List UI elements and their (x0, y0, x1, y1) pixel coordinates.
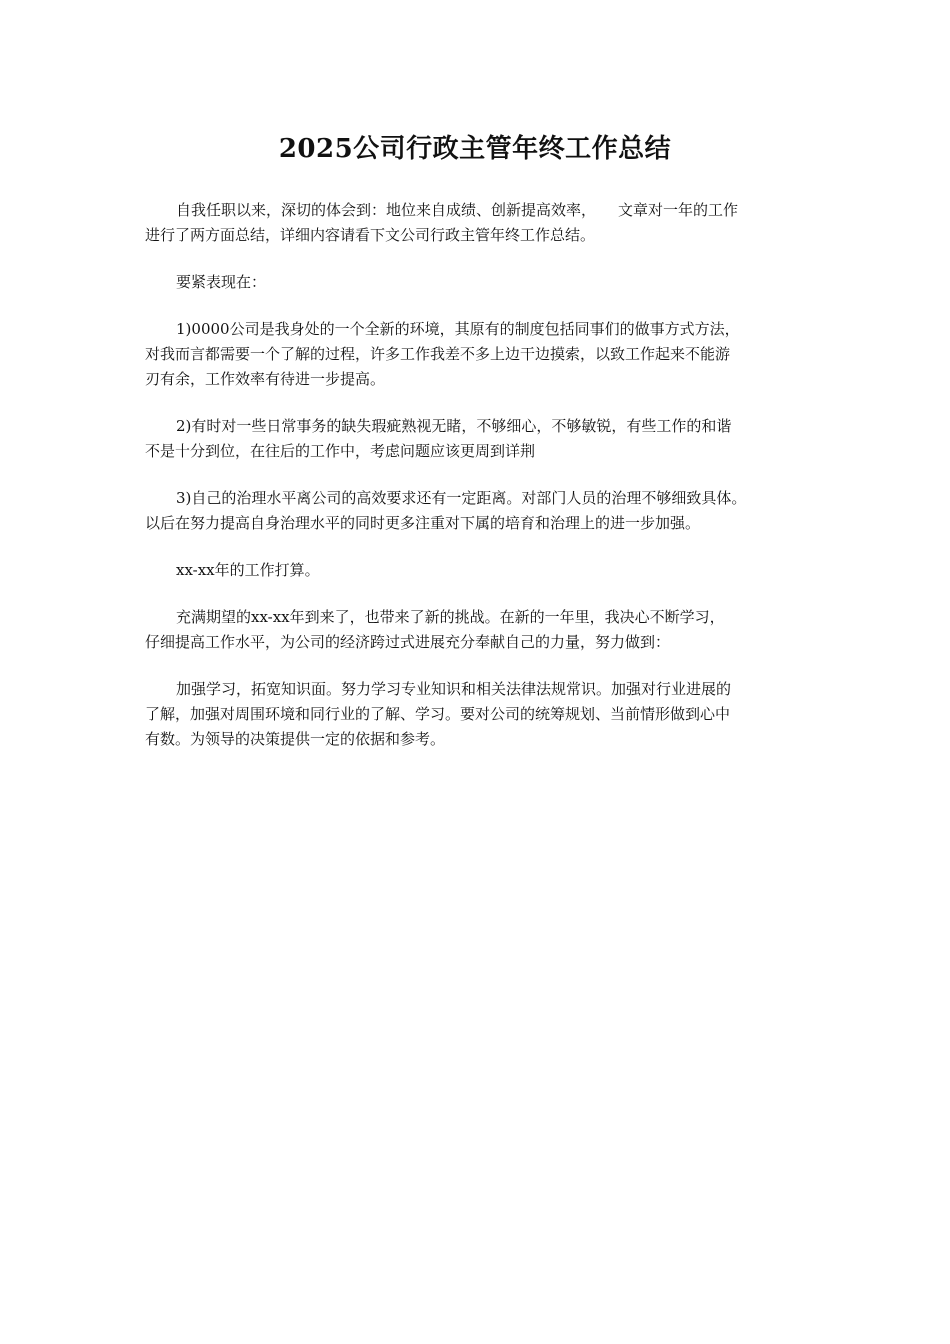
paragraph-line: 1)0000公司是我身处的一个全新的环境，其原有的制度包括同事们的做事方式方法， (176, 320, 740, 338)
paragraph-line: 刃有余，工作效率有待进一步提高。 (145, 370, 386, 388)
paragraph-line: 以后在努力提高自身治理水平的同时更多注重对下属的培育和治理上的进一步加强。 (145, 514, 701, 532)
paragraph-line: 自我任职以来，深切的体会到：地位来自成绩、创新提高效率， (176, 201, 597, 219)
paragraph-line: 对我而言都需要一个了解的过程，许多工作我差不多上边干边摸索，以致工作起来不能游 (145, 345, 731, 363)
document-body (145, 198, 810, 774)
paragraph-line: 充满期望的xx-xx年到来了，也带来了新的挑战。在新的一年里，我决心不断学习， (176, 608, 725, 626)
paragraph-line: xx-xx年的工作打算。 (176, 561, 320, 579)
paragraph-plan-study (145, 677, 810, 752)
paragraph-intro (145, 198, 810, 248)
paragraph-key-points-heading (145, 270, 810, 295)
page-title: 2025公司行政主管年终工作总结 (278, 134, 672, 164)
paragraph-line: 2)有时对一些日常事务的缺失瑕疵熟视无睹，不够细心，不够敏锐，有些工作的和谐 (176, 417, 732, 435)
paragraph-plan-intro (145, 605, 810, 655)
paragraph-point-2 (145, 414, 810, 464)
paragraph-plan-heading (145, 558, 810, 583)
paragraph-line: 文章对一年的工作 (618, 201, 739, 219)
paragraph-point-3 (145, 486, 810, 536)
paragraph-point-1 (145, 317, 810, 392)
paragraph-line: 不是十分到位，在往后的工作中，考虑问题应该更周到详荆 (145, 442, 536, 460)
paragraph-line: 了解，加强对周围环境和同行业的了解、学习。要对公司的统筹规划、当前情形做到心中 (145, 705, 731, 723)
paragraph-line: 加强学习，拓宽知识面。努力学习专业知识和相关法律法规常识。加强对行业进展的 (176, 680, 732, 698)
paragraph-line: 仔细提高工作水平，为公司的经济跨过式进展充分奉献自己的力量，努力做到： (145, 633, 671, 651)
paragraph-line: 3)自己的治理水平离公司的高效要求还有一定距离。对部门人员的治理不够细致具体。 (176, 489, 747, 507)
paragraph-line: 要紧表现在： (176, 273, 267, 291)
paragraph-line: 进行了两方面总结，详细内容请看下文公司行政主管年终工作总结。 (145, 226, 596, 244)
paragraph-line: 有数。为领导的决策提供一定的依据和参考。 (145, 730, 446, 748)
